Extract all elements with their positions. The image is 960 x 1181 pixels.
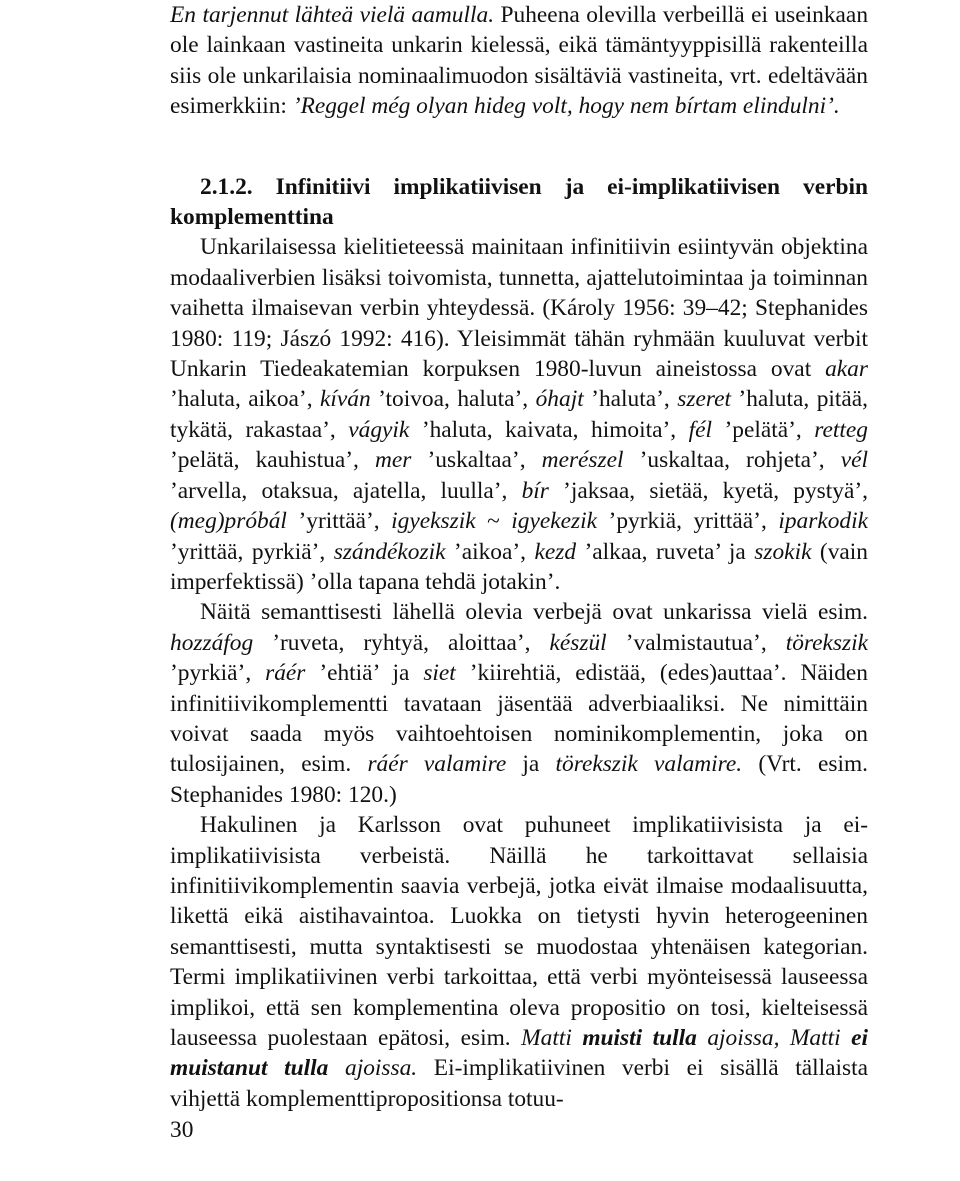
gloss: ’haluta, aikoa’,	[170, 386, 321, 413]
gloss: ’arvella, otaksua, ajatella, luulla’,	[170, 477, 522, 504]
term-igyekszik: igyekszik	[391, 508, 476, 535]
gloss: ’pyrkiä’,	[170, 660, 266, 687]
gloss: ’haluta, pitää, tykätä, rakastaa’,	[170, 386, 869, 443]
example-part: ajoissa, Matti	[696, 1025, 852, 1051]
body-text: ja	[506, 751, 556, 778]
italic-text: En tarjennut lähteä vielä aamulla.	[170, 2, 495, 28]
term-szandekozik: szándékozik	[333, 538, 446, 565]
example-emphasis: muisti tulla	[582, 1025, 697, 1051]
term-retteg: retteg	[814, 416, 868, 443]
term-bir: bír	[521, 477, 549, 504]
gloss: ’uskaltaa, rohjeta’,	[623, 447, 841, 474]
gloss: ’uskaltaa’,	[411, 447, 542, 474]
term-megprobal: (meg)próbál	[170, 508, 287, 535]
term-hozzafog: hozzáfog	[170, 629, 254, 656]
body-text: Puheena olevilla verbeillä ei useinkaan ole lainkaan vastineita unkarin kielessä, eikä tämäntyyppisillä rakenteilla siis ole unkarilaisia nominaalimuodon sisältäviä vastineita, vrt. edeltävään esimerkkiin:	[170, 2, 869, 120]
section-number: 2.1.2.	[200, 173, 253, 200]
term-mer: mer	[374, 447, 412, 474]
section-title: Infinitiivi implikatiivisen ja ei-implikatiivisen verbin komplementtina	[170, 173, 868, 231]
body-text: ’kiirehtiä, edistää, (edes)auttaa’. Näiden infinitiivikomplementti tavataan jäsentää adverbiaaliksi. Ne nimittäin voivat saada myös vaihtoehtoisen nominikomplementin, joka on tulosijainen, esim.	[170, 660, 868, 778]
body-text: Hakulinen ja Karlsson ovat puhuneet implikatiivisista ja ei-implikatiivisista verbeistä. Näillä he tarkoittavat sellaisia infinitiivikomplementin saavia verbejä, jotka eivät ilmaise modaalisuutta, likettä eikä aistihavaintoa. Luokka on tietysti hyvin heterogeeninen semanttisesti, mutta syntaktisesti se muodostaa yhtenäisen kategorian. Termi implikatiivinen verbi tarkoittaa, että verbi myönteisessä lauseessa implikoi, että sen komplementina oleva propositio on tosi, kielteisessä lauseessa puolestaan epätosi, esim.	[170, 812, 868, 1051]
gloss: ’jaksaa, sietää, kyetä, pystyä’,	[548, 477, 868, 504]
body-text: (Vrt. esim. Stephanides 1980: 120.)	[170, 751, 868, 808]
gloss: ’pelätä, kauhistua’,	[170, 447, 375, 474]
gloss: ’yrittää’,	[286, 508, 392, 535]
term-ohajt: óhajt	[535, 386, 584, 413]
gloss: ’yrittää, pyrkiä’,	[170, 538, 334, 565]
page-number: 30	[170, 1117, 194, 1143]
example-raer: ráér valamire	[367, 751, 507, 778]
term-keszul: készül	[549, 629, 607, 656]
gloss: ’pyrkiä, yrittää’,	[597, 508, 779, 535]
body-text: Näitä semanttisesti lähellä olevia verbejä ovat unkarissa vielä esim.	[200, 599, 868, 626]
page-body	[170, 0, 868, 1114]
gloss: ’ehtiä’ ja	[305, 660, 424, 687]
body-text: Ei-implikatiivinen verbi ei sisällä tällaista vihjettä komplementtipropositionsa totuu-	[170, 1055, 869, 1112]
term-fel: fél	[688, 416, 712, 443]
gloss: ’toivoa, haluta’,	[370, 386, 536, 413]
gloss: ’ruveta, ryhtyä, aloittaa’,	[253, 629, 550, 656]
section-spacer	[170, 122, 868, 172]
term-mereszel: merészel	[541, 447, 624, 474]
term-raer: ráér	[265, 660, 306, 687]
term-kezd: kezd	[534, 538, 577, 565]
term-szokik: szokik	[754, 538, 812, 565]
gloss: ’haluta, kaivata, himoita’,	[409, 416, 689, 443]
paragraph-3	[170, 810, 868, 1114]
body-text: Unkarilaisessa kielitieteessä mainitaan infinitiivin esiintyvän objektina modaaliverbien lisäksi toivomista, tunnetta, ajattelutoimintaa ja toiminnan vaihetta ilmaisevan verbin yhteydessä. (Károly 1956: 39–42; Stephanides 1980: 119; Jászó 1992: 416). Yleisimmät tähän ryhmään kuuluvat verbit Unkarin Tiedeakatemian korpuksen 1980-luvun aineistossa ovat	[170, 234, 868, 383]
example-torekszik: törekszik valamire.	[555, 751, 743, 778]
term-igyekezik: igyekezik	[511, 508, 598, 535]
term-iparkodik: iparkodik	[778, 508, 868, 535]
gloss: ’alkaa, ruveta’ ja	[576, 538, 755, 565]
example-part: Matti	[521, 1025, 583, 1051]
gloss: (vain imperfektissä) ’olla tapana tehdä jotakin’.	[170, 538, 868, 595]
gloss: ’haluta’,	[583, 386, 678, 413]
paragraph-2	[170, 597, 868, 810]
section-heading	[170, 172, 868, 233]
gloss: ’pelätä’,	[712, 416, 815, 443]
paragraph-1	[170, 232, 868, 597]
gloss: ’valmistautua’,	[606, 629, 786, 656]
term-torekszik: törekszik	[785, 629, 868, 656]
term-kivan: kíván	[320, 386, 371, 413]
example-emphasis: ei muistanut tulla	[170, 1025, 869, 1082]
gloss: ’aikoa’,	[445, 538, 535, 565]
term-vel: vél	[840, 447, 868, 474]
paragraph-top	[170, 0, 868, 122]
term-vagyik: vágyik	[348, 416, 410, 443]
gloss: ~	[475, 508, 512, 535]
term-akar: akar	[825, 356, 868, 383]
italic-example: ’Reggel még olyan hideg volt, hogy nem bírtam elindulni’.	[292, 93, 840, 120]
term-szeret: szeret	[677, 386, 731, 413]
term-siet: siet	[423, 660, 456, 687]
example-part: ajoissa.	[328, 1055, 418, 1082]
